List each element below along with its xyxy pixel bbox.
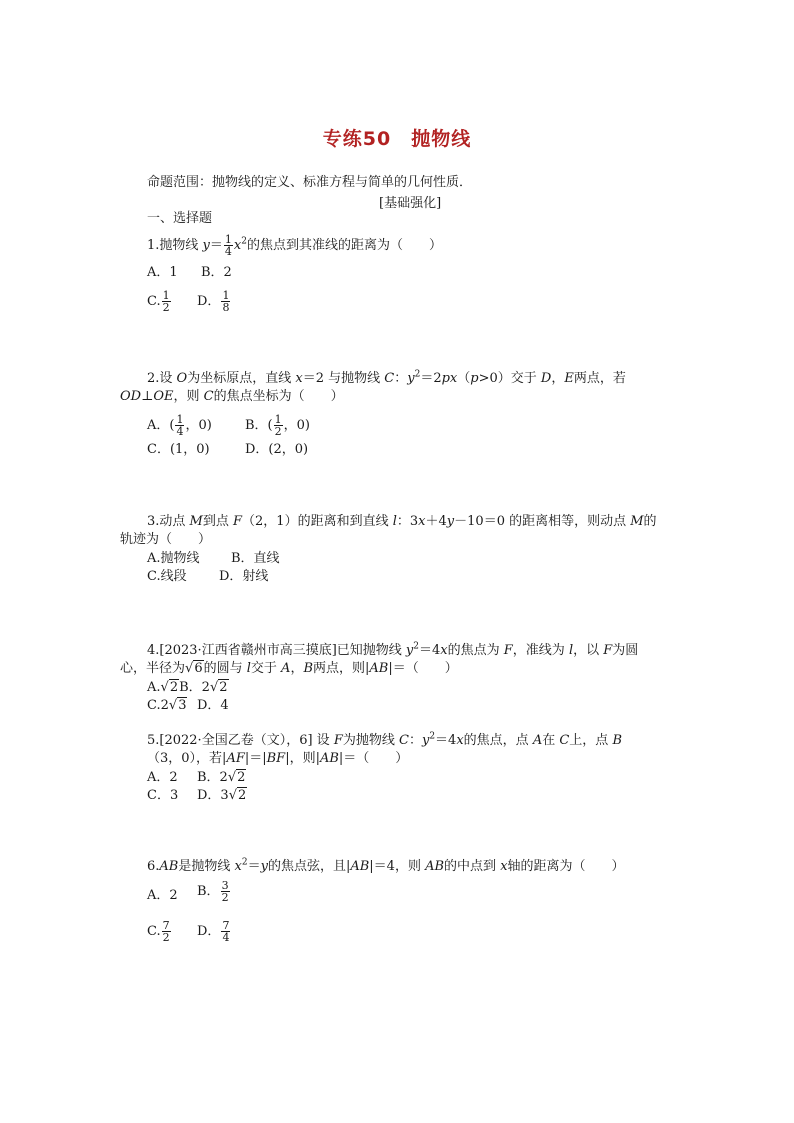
radicand: 2 (237, 770, 246, 785)
option-label: C. (147, 924, 161, 939)
sqrt: √2 (227, 770, 246, 785)
exponent: 2 (429, 731, 436, 742)
option-label: B．2 (197, 770, 228, 785)
radicand: 2 (238, 788, 247, 803)
fraction-num: 1 (162, 289, 170, 302)
option-label: D． (197, 924, 221, 939)
segment-ab: AB (425, 859, 445, 874)
q3-option-d: D．射线 (219, 569, 269, 584)
fraction-den: 4 (224, 245, 232, 258)
point-d: D (540, 371, 552, 386)
text: 5.[2022·全国乙卷（文），6] 设 (147, 733, 334, 748)
point-f: F (503, 643, 513, 658)
point-m: M (189, 514, 203, 529)
point-a: A (532, 733, 543, 748)
var-y: y (446, 514, 455, 529)
option-label: A．( (147, 418, 175, 433)
text: 心，半径为 (120, 661, 186, 676)
line-l: l (568, 643, 574, 658)
fraction (175, 414, 184, 437)
fraction (162, 920, 171, 943)
fraction-den: 2 (221, 891, 229, 904)
text: （2，1）的距离和到直线 (242, 514, 393, 529)
text: ，则 (173, 389, 204, 404)
question-5-stem-line2 (147, 751, 408, 767)
level-label: [基础强化] (379, 196, 442, 211)
q2-option-a (147, 414, 212, 437)
radicand: 6 (194, 661, 203, 676)
text: ＝ (247, 859, 261, 874)
text: ＝4 (435, 733, 457, 748)
text: 轴的距离为（ ） (507, 859, 625, 874)
segment-ab: AB (350, 859, 370, 874)
fraction (162, 290, 171, 313)
text: ，以 (573, 643, 604, 658)
text: 的焦点坐标为（ ） (213, 389, 344, 404)
segment-od: OD (120, 389, 142, 404)
var-c: C (559, 733, 570, 748)
segment-af: AF (226, 751, 245, 766)
point-b: B (303, 661, 314, 676)
fraction-num: 7 (162, 919, 170, 932)
text: 上，点 (569, 733, 613, 748)
page-title: 专练50 抛物线 (322, 128, 472, 150)
fraction-num: 1 (222, 289, 230, 302)
option-label: B．2 (179, 680, 210, 695)
radicand: 2 (169, 680, 179, 695)
option-label: A. (147, 680, 161, 695)
q5-option-d (197, 788, 247, 804)
text: 为坐标原点，直线 (187, 371, 296, 386)
exponent: 2 (241, 857, 248, 868)
text: ＝4 (419, 643, 441, 658)
var-y: y (421, 733, 430, 748)
text: 的圆与 (203, 661, 247, 676)
text: 到点 (202, 514, 233, 529)
question-6-stem (147, 859, 625, 875)
exponent: 2 (413, 641, 419, 652)
fraction-den: 2 (162, 301, 170, 314)
segment-bf: BF (266, 751, 286, 766)
fraction-den: 4 (222, 931, 230, 944)
text: |，则| (285, 751, 320, 766)
text: |＝| (244, 751, 267, 766)
text: 交于 (250, 661, 282, 676)
q1-text: 1.抛物线 (147, 238, 203, 253)
q4-option-c (147, 698, 187, 714)
text: 两点，则| (313, 661, 370, 676)
fraction-den: 4 (176, 425, 184, 438)
text: 的焦点为 (447, 643, 504, 658)
q1-option-d (197, 290, 231, 313)
text: 两点，若 (573, 371, 626, 386)
text: （ (457, 371, 471, 386)
text: ，准线为 (512, 643, 569, 658)
var-c: C (384, 371, 395, 386)
var-px: px (441, 371, 458, 386)
fraction-den: 2 (274, 425, 282, 438)
q1-option-a: A．1 (147, 265, 178, 280)
text: |＝（ ） (338, 751, 409, 766)
var-c: C (398, 733, 409, 748)
q1-text-end: 的焦点到其准线的距离为（ ） (247, 238, 443, 253)
text: －10＝0 的距离相等，则动点 (454, 514, 631, 529)
var-x: x (500, 859, 508, 874)
sqrt: √2 (209, 680, 228, 695)
line-l: l (246, 661, 251, 676)
text: 是抛物线 (178, 859, 235, 874)
text: ， (290, 661, 304, 676)
text: ：3 (396, 514, 419, 529)
var-x: x (456, 733, 464, 748)
q3-option-b: B．直线 (231, 551, 280, 566)
exponent: 2 (241, 236, 247, 247)
fraction-den: 8 (222, 301, 230, 314)
text: 的 (643, 514, 657, 529)
q4-option-d: D．4 (197, 698, 229, 713)
q4-options-ab (147, 680, 229, 696)
q2-option-c: C．(1，0) (147, 442, 210, 457)
fraction (221, 920, 230, 943)
text: 4.[2023·江西省赣州市高三摸底]已知抛物线 (147, 643, 406, 658)
segment-ab: AB (369, 661, 389, 676)
sqrt: √2 (160, 680, 179, 695)
question-2-stem-line1 (147, 371, 626, 387)
point-m: M (630, 514, 644, 529)
var-x: x (440, 643, 448, 658)
q1-eq: ＝ (209, 238, 223, 253)
segment-ab: AB (159, 859, 179, 874)
text: |＝4，则 (369, 859, 426, 874)
var-c: C (203, 389, 214, 404)
fraction (221, 290, 230, 313)
fraction-num: 7 (222, 919, 230, 932)
fraction (224, 234, 233, 257)
text: ，0) (283, 418, 310, 433)
segment-ab: AB (319, 751, 339, 766)
text: ，0) (185, 418, 212, 433)
sqrt: √2 (228, 788, 247, 803)
q3-option-c: C.线段 (147, 569, 187, 584)
text: ＝2 (420, 371, 442, 386)
point-f: F (603, 643, 613, 658)
text: ： (394, 371, 408, 386)
q5-option-b (197, 770, 246, 786)
sqrt: √3 (168, 698, 187, 713)
question-5-stem-line1 (147, 733, 622, 749)
q6-option-a: A．2 (147, 888, 178, 903)
scope-text: 命题范围：抛物线的定义、标准方程与简单的几何性质． (147, 175, 473, 190)
exponent: 2 (414, 369, 421, 380)
var-o: O (176, 371, 188, 386)
question-4-stem-line1 (147, 643, 638, 659)
point-b: B (612, 733, 622, 748)
point-a: A (281, 661, 291, 676)
point-f: F (333, 733, 343, 748)
q2-option-b (245, 414, 310, 437)
line-l: l (392, 514, 397, 529)
var-y: y (407, 371, 415, 386)
var-y: y (202, 238, 210, 253)
var-y: y (405, 643, 414, 658)
var-x: x (295, 371, 303, 386)
fraction-num: 3 (221, 879, 229, 892)
option-label: B． (197, 884, 220, 899)
text: ： (408, 733, 422, 748)
text: 的中点到 (444, 859, 501, 874)
q6-option-c (147, 920, 172, 943)
text: |＝（ ） (388, 661, 458, 676)
question-2-stem-line2 (120, 389, 344, 405)
q1-option-b: B．2 (201, 265, 232, 280)
radicand: 3 (178, 698, 187, 713)
fraction (274, 414, 283, 437)
point-f: F (233, 514, 243, 529)
q6-option-b (197, 880, 231, 903)
var-y: y (260, 859, 268, 874)
q5-option-c: C．3 (147, 788, 179, 803)
text: 的焦点弦，且| (267, 859, 351, 874)
option-label: C. (147, 294, 161, 309)
text: 在 (542, 733, 560, 748)
fraction-den: 2 (162, 931, 170, 944)
radicand: 2 (219, 680, 228, 695)
text: 的焦点，点 (463, 733, 533, 748)
fraction (221, 880, 230, 903)
fraction-num: 1 (274, 413, 282, 426)
q6-option-d (197, 920, 231, 943)
segment-oe: OE (153, 389, 174, 404)
question-4-stem-line2 (120, 661, 458, 677)
var-x: x (233, 238, 242, 253)
question-1-stem (147, 234, 442, 257)
q2-option-d: D．(2，0) (245, 442, 309, 457)
question-number: 6. (147, 859, 160, 874)
text: ， (551, 371, 565, 386)
text: （3，0），若| (147, 751, 227, 766)
section-heading: 一、选择题 (147, 211, 213, 226)
text: 3.动点 (147, 514, 190, 529)
var-x: x (418, 514, 426, 529)
fraction-num: 1 (224, 233, 232, 246)
option-label: D． (197, 294, 221, 309)
var-p: p (470, 371, 479, 386)
q3-option-a: A.抛物线 (147, 551, 200, 566)
question-3-stem-line2: 轨迹为（ ） (120, 532, 212, 547)
q5-option-a: A．2 (147, 770, 178, 785)
option-label: C.2 (147, 698, 169, 713)
text: ＋4 (425, 514, 447, 529)
option-label: D．3 (197, 788, 229, 803)
text: 2.设 (147, 371, 177, 386)
point-e: E (564, 371, 574, 386)
text: 为抛物线 (342, 733, 399, 748)
option-label: B．( (245, 418, 273, 433)
text: 为圆 (612, 643, 639, 658)
question-3-stem-line1 (147, 514, 657, 530)
q1-option-c (147, 290, 172, 313)
perp-symbol: ⊥ (141, 389, 154, 404)
text: ＝2 与抛物线 (302, 371, 385, 386)
sqrt: √6 (185, 661, 203, 676)
fraction-num: 1 (176, 413, 184, 426)
var-x: x (234, 859, 242, 874)
text: >0）交于 (478, 371, 541, 386)
